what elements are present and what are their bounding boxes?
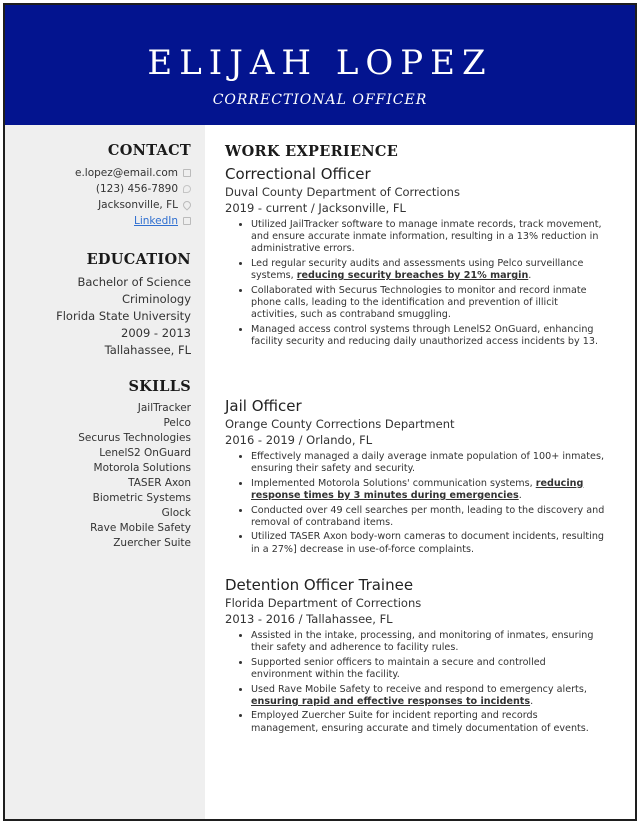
- linkedin-link[interactable]: LinkedIn: [133, 215, 178, 227]
- job-entry: [225, 576, 605, 737]
- email-icon: [183, 169, 191, 177]
- job-title: Detention Officer Trainee: [225, 576, 414, 594]
- phone-icon: [183, 185, 191, 193]
- job-bullets: [225, 630, 605, 735]
- skills-section: [3, 377, 191, 551]
- bullet-item: • Assisted in the intake, processing, and monitoring of inmates, ensuring their safety and adherence to facility rules.: [251, 630, 605, 654]
- bullet-item: • Used Rave Mobile Safety to receive and respond to emergency alerts, ensuring rapid and effective responses to incidents.: [251, 684, 605, 708]
- resume-header: [5, 5, 635, 125]
- education-major: Criminology: [121, 292, 191, 306]
- skill-item: Rave Mobile Safety: [90, 522, 191, 534]
- education-location: Tallahassee, FL: [104, 343, 191, 357]
- linkedin-icon: [183, 217, 191, 225]
- resume-page: [3, 3, 637, 821]
- job-entry: [225, 165, 605, 351]
- candidate-name: ELIJAH LOPEZ: [147, 43, 493, 83]
- bullet-item: • Effectively managed a daily average inmate population of 100+ inmates, ensuring their safety and security.: [251, 451, 605, 475]
- job-organization: Duval County Department of Corrections: [225, 185, 460, 199]
- contact-heading: CONTACT: [107, 142, 191, 159]
- contact-phone: [3, 181, 191, 197]
- contact-phone-text: (123) 456-7890: [95, 183, 178, 195]
- contact-location: [3, 197, 191, 213]
- bullet-item: • Supported senior officers to maintain a secure and controlled environment within the facility.: [251, 657, 605, 681]
- education-years: 2009 - 2013: [121, 326, 191, 340]
- work-experience-heading: WORK EXPERIENCE: [225, 143, 399, 160]
- job-dates: 2019 - current / Jacksonville, FL: [225, 201, 406, 215]
- education-section: [3, 250, 191, 359]
- bullet-item: • Implemented Motorola Solutions' communication systems, reducing response times by 3 minutes during emergencies.: [251, 478, 605, 502]
- contact-email: [3, 165, 191, 181]
- job-organization: Florida Department of Corrections: [225, 596, 422, 610]
- job-organization: Orange County Corrections Department: [225, 417, 455, 431]
- contact-linkedin: [3, 213, 191, 229]
- bullet-item: • Managed access control systems through LenelS2 OnGuard, enhancing facility security and reducing daily unauthorized access incidents by 13.: [251, 324, 605, 348]
- job-entry: [225, 397, 605, 558]
- sidebar: [5, 125, 205, 821]
- contact-section: [3, 141, 191, 229]
- skill-item: Zuercher Suite: [113, 537, 191, 549]
- highlighted-achievement: reducing response times by 3 minutes during emergencies: [251, 477, 584, 501]
- skill-item: LenelS2 OnGuard: [99, 447, 191, 459]
- job-title: Correctional Officer: [225, 165, 371, 183]
- job-dates: 2013 - 2016 / Tallahassee, FL: [225, 612, 393, 626]
- location-pin-icon: [181, 199, 192, 210]
- bullet-item: • Utilized TASER Axon body-worn cameras to document incidents, resulting in a 27%] decrease in use-of-force complaints.: [251, 531, 605, 555]
- bullet-item: • Conducted over 49 cell searches per month, leading to the discovery and removal of contraband items.: [251, 505, 605, 529]
- skill-item: Securus Technologies: [78, 432, 191, 444]
- job-dates: 2016 - 2019 / Orlando, FL: [225, 433, 373, 447]
- education-heading: EDUCATION: [86, 251, 191, 268]
- education-degree: Bachelor of Science: [77, 275, 191, 289]
- candidate-role: CORRECTIONAL OFFICER: [212, 92, 428, 108]
- education-school: Florida State University: [56, 309, 191, 323]
- skill-item: Glock: [161, 507, 191, 519]
- skill-item: Biometric Systems: [92, 492, 191, 504]
- bullet-item: • Collaborated with Securus Technologies to monitor and record inmate phone calls, leading to the identification and prevention of illicit activities, such as contraband smuggling.: [251, 285, 605, 322]
- skill-item: TASER Axon: [128, 477, 191, 489]
- highlighted-achievement: ensuring rapid and effective responses to incidents: [251, 695, 531, 707]
- bullet-item: • Employed Zuercher Suite for incident reporting and records management, ensuring accurate and timely documentation of events.: [251, 710, 605, 734]
- bullet-item: • Utilized JailTracker software to manage inmate records, track movement, and ensure accurate inmate information, resulting in a 13% reduction in administrative errors.: [251, 219, 605, 256]
- bullet-item: • Led regular security audits and assessments using Pelco surveillance systems, reducing security breaches by 21% margin.: [251, 258, 605, 282]
- job-bullets: [225, 451, 605, 556]
- skill-item: JailTracker: [137, 402, 191, 414]
- contact-email-text: e.lopez@email.com: [75, 167, 178, 179]
- job-bullets: [225, 219, 605, 348]
- contact-location-text: Jacksonville, FL: [98, 199, 178, 211]
- skill-item: Motorola Solutions: [93, 462, 191, 474]
- skill-item: Pelco: [163, 417, 191, 429]
- job-title: Jail Officer: [225, 397, 302, 415]
- highlighted-achievement: reducing security breaches by 21% margin: [296, 270, 529, 282]
- skills-heading: SKILLS: [128, 378, 191, 395]
